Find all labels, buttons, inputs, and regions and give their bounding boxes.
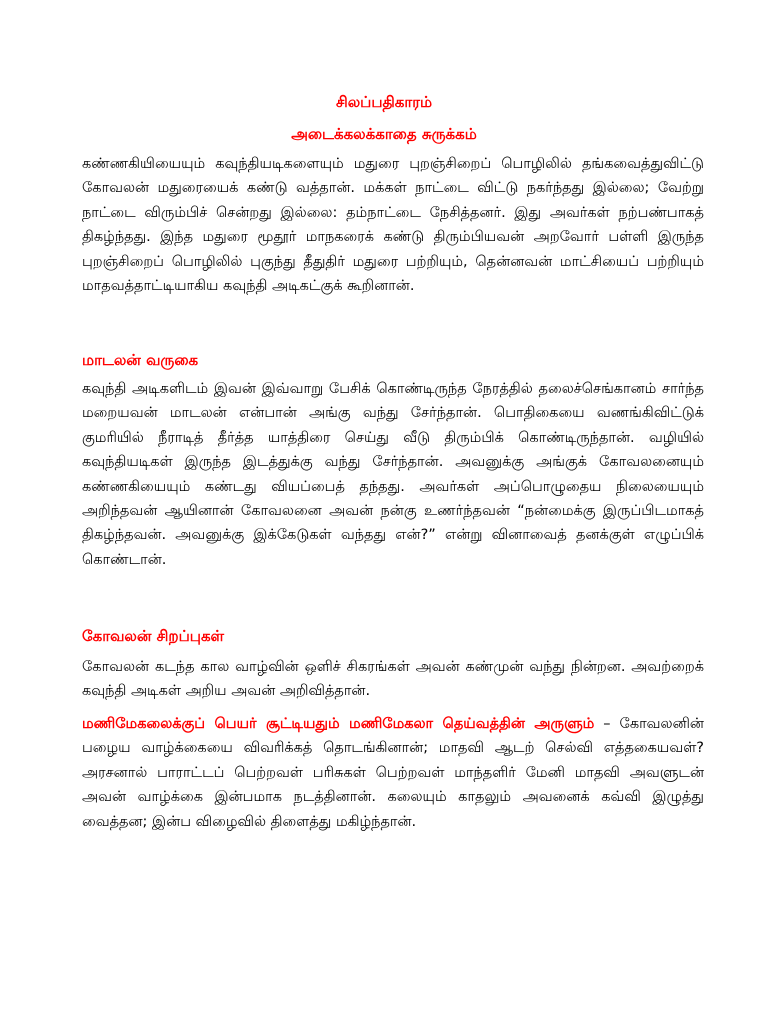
manimekalai-paragraph-text: – கோவலனின் பழைய வாழ்க்கையை விவரிக்கத் தொடங்கினான்; மாதவி ஆடற் செல்வி எத்தகையவள்? அரசனால் பாராட்டப் பெற்றவள் பரிசுகள் பெற்றவள் மாந்தளிர் மேனி மாதவி அவளுடன் அவன் வாழ்க்கை இன்பமாக நடத்தினான். கலையும் காதலும் அவனைக் கவ்வி இழுத்து வைத்தன; இன்ப விழைவில் திளைத்து மகிழ்ந்தான். <box>82 716 704 830</box>
document-title: சிலப்பதிகாரம் <box>335 93 433 111</box>
kovalan-paragraph: கோவலன் கடந்த கால வாழ்வின் ஒளிச் சிகரங்கள் அவன் கண்முன் வந்து நின்றன. அவற்றைக் கவுந்தி அடிகள் அறிய அவன் அறிவித்தான். <box>82 659 704 700</box>
section-heading-madalan-arrival: மாடலன் வருகை <box>82 351 199 369</box>
manimekalai-paragraph <box>82 712 704 834</box>
document-subtitle: அடைக்கலக்காதை சுருக்கம் <box>291 125 477 143</box>
section-heading-kovalan-greatness: கோவலன் சிறப்புகள் <box>82 627 225 645</box>
section-heading-manimekalai-naming: மணிமேகலைக்குப் பெயர் சூட்டியதும் மணிமேகலா தெய்வத்தின் அருளும் <box>82 716 595 732</box>
intro-paragraph: கண்ணகியியையும் கவுந்தியடிகளையும் மதுரை புறஞ்சிறைப் பொழிலில் தங்கவைத்துவிட்டு கோவலன் மதுரையைக் கண்டு வத்தான். மக்கள் நாட்டை விட்டு நகர்ந்தது இல்லை; வேற்று நாட்டை விரும்பிச் சென்றது இல்லை: தம்நாட்டை நேசித்தனர். இது அவர்கள் நற்பண்பாகத் திகழ்ந்தது. இந்த மதுரை மூதூர் மாநகரைக் கண்டு திரும்பியவன் அறவோர் பள்ளி இருந்த புறஞ்சிறைப் பொழிலில் புகுந்து தீதுதிர் மதுரை பற்றியும், தென்னவன் மாட்சியைப் பற்றியும் மாதவத்தாட்டியாகிய கவுந்தி அடிகட்குக் கூறினான். <box>82 156 704 295</box>
madalan-paragraph: கவுந்தி அடிகளிடம் இவன் இவ்வாறு பேசிக் கொண்டிருந்த நேரத்தில் தலைச்செங்கானம் சார்ந்த மறையவன் மாடலன் என்பான் அங்கு வந்து சேர்ந்தான். பொதிகையை வணங்கிவிட்டுக் குமரியில் நீராடித் தீர்த்த யாத்திரை செய்து வீடு திரும்பிக் கொண்டிருந்தான். வழியில் கவுந்தியடிகள் இருந்த இடத்துக்கு வந்து சேர்ந்தான். அவனுக்கு அங்குக் கோவலனையும் கண்ணகியையும் கண்டது வியப்பைத் தந்தது. அவர்கள் அப்பொழுதைய நிலையையும் அறிந்தவன் ஆயினான் கோவலனை அவன் நன்கு உணர்ந்தவன் “நன்மைக்கு இருப்பிடமாகத் திகழ்ந்தவன். அவனுக்கு இக்கேடுகள் வந்தது என்?” என்று வினாவைத் தனக்குள் எழுப்பிக் கொண்டான். <box>82 381 704 568</box>
